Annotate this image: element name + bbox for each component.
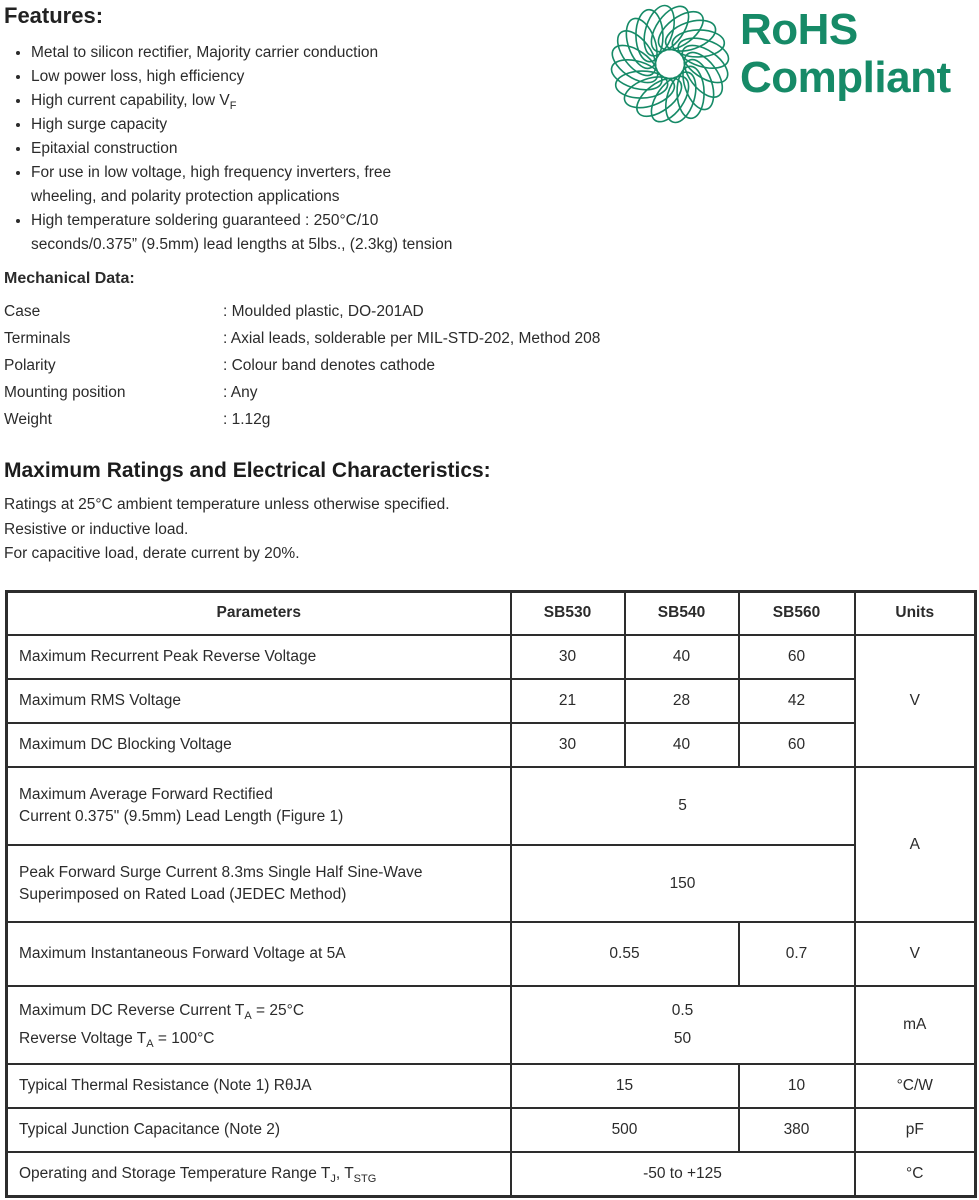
- rohs-label-line2: Compliant: [740, 53, 951, 102]
- mech-value: : 1.12g: [223, 411, 271, 428]
- table-row: [7, 767, 976, 845]
- mechanical-data-section: [0, 269, 979, 433]
- unit-cell: V: [855, 922, 976, 986]
- mech-label: Terminals: [4, 330, 71, 347]
- value-cell: 0.7: [739, 922, 855, 986]
- value-cell: 30: [511, 635, 625, 679]
- feature-item: • High temperature soldering guaranteed : 250°C/10 seconds/0.375” (9.5mm) lead lengths at 5lbs., (2.3kg) tension: [31, 209, 509, 257]
- ratings-heading: Maximum Ratings and Electrical Characteristics:: [4, 459, 491, 482]
- parameter-label: Maximum DC Blocking Voltage: [7, 723, 511, 767]
- parameter-label: Maximum Average Forward Rectified Current 0.375" (9.5mm) Lead Length (Figure 1): [7, 767, 511, 845]
- column-header: SB560: [739, 591, 855, 635]
- value-cell: 30: [511, 723, 625, 767]
- unit-cell: V: [855, 635, 976, 767]
- parameter-label: Typical Thermal Resistance (Note 1) RθJA: [7, 1064, 511, 1108]
- value-cell: 40: [625, 635, 739, 679]
- column-header: Units: [855, 591, 976, 635]
- features-list: [4, 41, 509, 257]
- mech-value: : Colour band denotes cathode: [223, 357, 435, 374]
- value-cell: 0.5 50: [511, 986, 855, 1064]
- feature-item: • Low power loss, high efficiency: [31, 65, 509, 89]
- value-cell: 10: [739, 1064, 855, 1108]
- table-row: [7, 922, 976, 986]
- mech-label: Weight: [4, 411, 52, 428]
- unit-cell: pF: [855, 1108, 976, 1152]
- rohs-label: [740, 6, 951, 102]
- feature-item: • For use in low voltage, high frequency inverters, free wheeling, and polarity protection applications: [31, 161, 509, 209]
- mechanical-data-list: [4, 298, 979, 433]
- value-cell: 60: [739, 635, 855, 679]
- value-cell: 0.55: [511, 922, 739, 986]
- ratings-table: [5, 590, 977, 1198]
- mech-value: : Moulded plastic, DO-201AD: [223, 303, 424, 320]
- value-cell: 380: [739, 1108, 855, 1152]
- parameter-label: Maximum RMS Voltage: [7, 679, 511, 723]
- value-cell: 40: [625, 723, 739, 767]
- table-row: [7, 1152, 976, 1196]
- parameter-label: Typical Junction Capacitance (Note 2): [7, 1108, 511, 1152]
- feature-item: • High current capability, low $V_F$: [31, 89, 509, 113]
- ratings-note-line: Ratings at 25°C ambient temperature unless otherwise specified.: [4, 496, 450, 513]
- ratings-section: [0, 458, 979, 567]
- table-row: [7, 635, 976, 679]
- parameter-label: Maximum Instantaneous Forward Voltage at 5A: [7, 922, 511, 986]
- ratings-table-head: [7, 591, 976, 635]
- table-row: [7, 986, 976, 1064]
- ratings-note-line: Resistive or inductive load.: [4, 520, 189, 538]
- value-cell: 60: [739, 723, 855, 767]
- value-cell: 42: [739, 679, 855, 723]
- parameter-label: Peak Forward Surge Current 8.3ms Single Half Sine-Wave Superimposed on Rated Load (JEDEC Method): [7, 845, 511, 922]
- parameter-label: Operating and Storage Temperature Range $T_J$, $T_{STG}$: [7, 1152, 511, 1196]
- table-row: [7, 1064, 976, 1108]
- mech-value: : Axial leads, solderable per MIL-STD-202, Method 208: [223, 330, 601, 347]
- features-heading: Features:: [4, 3, 104, 28]
- column-header: SB530: [511, 591, 625, 635]
- value-cell: 500: [511, 1108, 739, 1152]
- mech-label: Case: [4, 303, 41, 320]
- column-header: SB540: [625, 591, 739, 635]
- column-header: Parameters: [7, 591, 511, 635]
- parameter-label: Maximum Recurrent Peak Reverse Voltage: [7, 635, 511, 679]
- mechanical-data-heading: Mechanical Data:: [4, 270, 135, 287]
- value-cell: 150: [511, 845, 855, 922]
- unit-cell: mA: [855, 986, 976, 1064]
- table-row: [7, 679, 976, 723]
- rohs-badge: [610, 4, 951, 124]
- value-cell: 21: [511, 679, 625, 723]
- feature-item: • Metal to silicon rectifier, Majority carrier conduction: [31, 41, 509, 65]
- feature-item: • High surge capacity: [31, 113, 509, 137]
- value-cell: 15: [511, 1064, 739, 1108]
- unit-cell: A: [855, 767, 976, 922]
- parameter-label: Maximum DC Reverse Current $T_A = 25^\circ C$ Reverse Voltage $T_A = 100^\circ C$: [7, 986, 511, 1064]
- feature-item: • Epitaxial construction: [31, 137, 509, 161]
- ratings-notes: [4, 493, 979, 567]
- ratings-table-body: [7, 635, 976, 1196]
- value-cell: 5: [511, 767, 855, 845]
- table-row: [7, 1108, 976, 1152]
- table-row: [7, 845, 976, 922]
- ratings-note-line: For capacitive load, derate current by 20%.: [4, 545, 300, 562]
- unit-cell: °C/W: [855, 1064, 976, 1108]
- mech-value: : Any: [223, 384, 258, 401]
- table-row: [7, 723, 976, 767]
- rohs-label-line1: RoHS: [740, 5, 858, 54]
- mech-label: Mounting position: [4, 384, 126, 401]
- value-cell: 28: [625, 679, 739, 723]
- mech-label: Polarity: [4, 357, 56, 374]
- unit-cell: °C: [855, 1152, 976, 1196]
- rohs-rosette-icon: [610, 4, 730, 124]
- value-cell: -50 to +125: [511, 1152, 855, 1196]
